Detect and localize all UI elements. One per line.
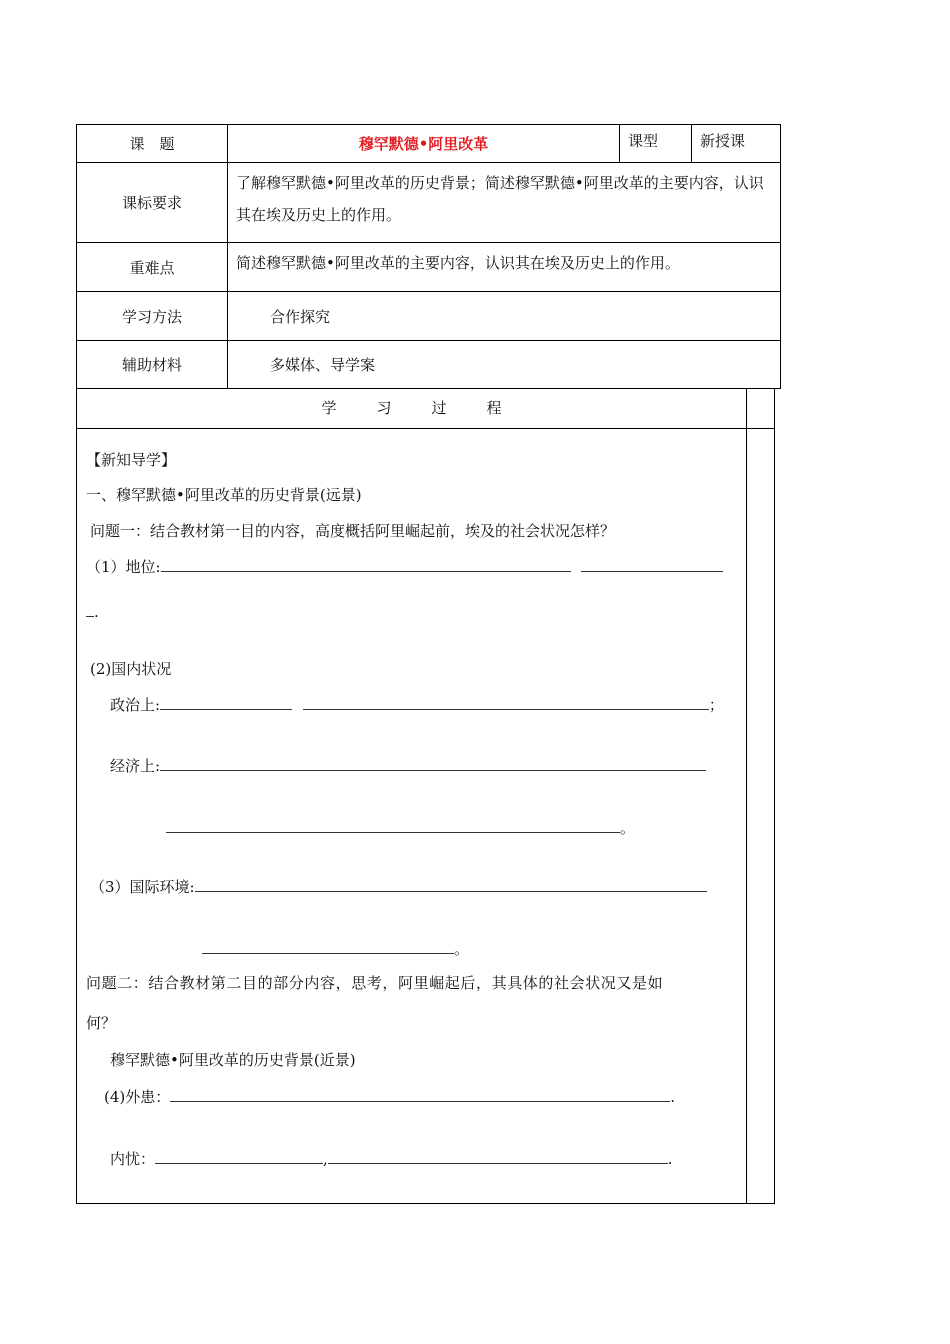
item-domestic: (2)国内状况: [90, 660, 172, 678]
question-one: 问题一：结合教材第一目的内容，高度概括阿里崛起前，埃及的社会状况怎样？: [90, 522, 616, 540]
status-blank-3[interactable]: [86, 602, 94, 617]
margin-divider: [746, 428, 774, 429]
method-label: 学习方法: [77, 292, 228, 341]
lesson-header-table: [76, 124, 781, 389]
economy-blank-2[interactable]: [166, 818, 620, 833]
economy-blank-1[interactable]: [160, 756, 706, 771]
economy-line: 经济上:: [110, 755, 706, 776]
topic-label: 课 题: [77, 125, 228, 163]
process-title: 学 习 过 程: [321, 399, 502, 417]
item-internal: 内忧： , .: [110, 1150, 673, 1168]
learning-process-box: [76, 388, 775, 1204]
external-blank[interactable]: [170, 1087, 670, 1102]
material-text: 多媒体、导学案: [228, 341, 781, 389]
economy-continuation: 。: [166, 817, 635, 838]
title-divider: [77, 428, 746, 429]
lesson-type-value: 新授课: [692, 125, 781, 163]
international-continuation: 。: [202, 938, 469, 959]
international-blank-2[interactable]: [202, 939, 454, 954]
internal-blank-2[interactable]: [328, 1149, 668, 1164]
lesson-title: 穆罕默德•阿里改革: [228, 125, 620, 163]
key-points-text: 简述穆罕默德•阿里改革的主要内容，认识其在埃及历史上的作用。: [228, 243, 781, 292]
politics-line: 政治上: ；: [110, 696, 724, 714]
standard-text: 了解穆罕默德•阿里改革的历史背景；简述穆罕默德•阿里改革的主要内容，认识其在埃及历史上的作用。: [228, 163, 781, 243]
item-status: （1）地位:: [86, 556, 723, 577]
section-heading: 【新知导学】: [86, 451, 177, 469]
status-continuation: .: [86, 602, 99, 621]
question-two-continuation: 何？: [86, 1014, 117, 1032]
politics-blank-1[interactable]: [160, 695, 292, 710]
status-blank-2[interactable]: [581, 557, 723, 572]
margin-column-divider: [746, 389, 747, 1203]
politics-blank-2[interactable]: [303, 695, 709, 710]
item-international: （3）国际环境:: [90, 876, 707, 897]
international-blank-1[interactable]: [195, 877, 707, 892]
lesson-type-label: 课型: [620, 125, 692, 163]
internal-blank-1[interactable]: [155, 1149, 323, 1164]
status-blank[interactable]: [161, 557, 571, 572]
item-external: (4)外患： .: [104, 1088, 676, 1106]
heading-background-near: 穆罕默德•阿里改革的历史背景(近景): [110, 1051, 356, 1069]
question-two: 问题二：结合教材第二目的部分内容，思考，阿里崛起后，其具体的社会状况又是如: [86, 974, 664, 992]
standard-label: 课标要求: [77, 163, 228, 243]
heading-background-far: 一、穆罕默德•阿里改革的历史背景(远景): [86, 486, 362, 504]
material-label: 辅助材料: [77, 341, 228, 389]
key-points-label: 重难点: [77, 243, 228, 292]
method-text: 合作探究: [228, 292, 781, 341]
